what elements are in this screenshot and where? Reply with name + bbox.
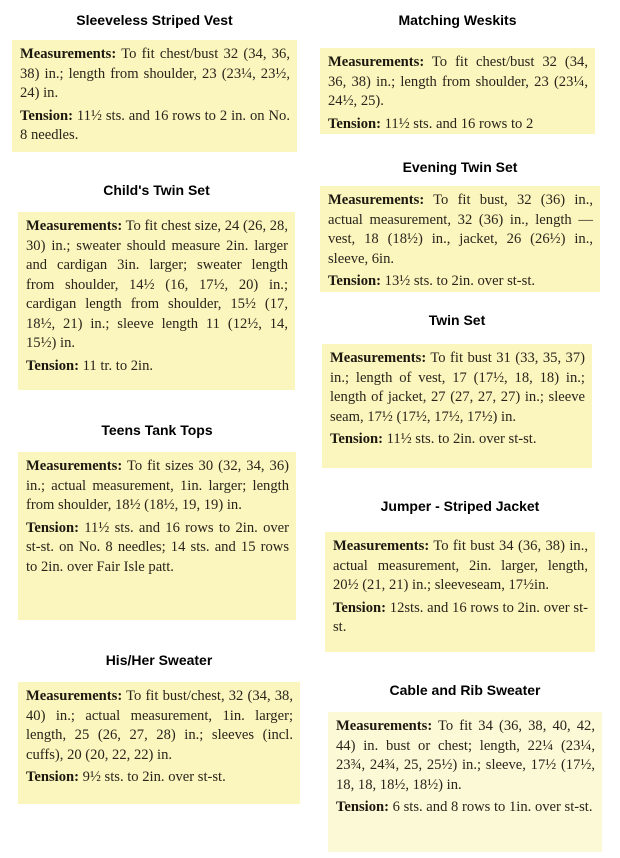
measurements-label: Measurements: [333, 538, 430, 554]
measurements-paragraph [26, 687, 293, 765]
tension-label: Tension: [328, 115, 381, 132]
pattern-title: Teens Tank Tops [101, 422, 213, 438]
measurements-paragraph [330, 349, 585, 427]
pattern-clipping [320, 48, 595, 134]
measurements-paragraph [26, 457, 289, 516]
measurements-label: Measurements: [328, 54, 425, 70]
pattern-title: Twin Set [428, 312, 486, 328]
measurements-text: To fit bust 31 (33, 35, 37) in.; length of vest, 17 (17½, 18, 18) in.; length of jacket, 27 (27, 27, 27) in.; sleeve seam, 17½ (17½, 17½, 17½) in. [330, 350, 585, 425]
tension-paragraph [333, 599, 588, 638]
tension-paragraph [26, 768, 293, 788]
tension-label: Tension: [336, 799, 389, 815]
pattern-clipping [328, 712, 602, 852]
tension-paragraph [336, 798, 595, 818]
pattern-clipping [320, 186, 600, 292]
measurements-text: To fit chest/bust 32 (34, 36, 38) in.; length from shoulder, 23 (23¼, 24½, 25). [328, 54, 588, 109]
pattern-clipping [18, 212, 295, 390]
measurements-label: Measurements: [336, 718, 433, 734]
pattern-clipping [325, 532, 595, 652]
tension-text: 11½ sts. and 16 rows to 2 [384, 115, 534, 132]
measurements-paragraph [20, 45, 290, 104]
tension-text: 13½ sts. to 2in. over st-st. [384, 273, 536, 289]
measurements-text: To fit bust, 32 (36) in., actual measurement, 32 (36) in., length — vest, 18 (18½) in., jacket, 26 (26½) in., sleeve, 6in. [328, 192, 593, 267]
tension-label: Tension: [333, 599, 386, 616]
pattern-title: Jumper - Striped Jacket [380, 498, 540, 514]
measurements-paragraph [333, 537, 588, 596]
pattern-clipping [18, 682, 300, 804]
tension-label: Tension: [26, 519, 79, 536]
tension-text: 11½ sts. and 16 rows to 2in. over st-st. on No. 8 needles; 14 sts. and 15 rows to 2in. over Fair Isle patt. [26, 519, 289, 575]
tension-label: Tension: [330, 431, 383, 447]
tension-paragraph [328, 115, 588, 135]
tension-paragraph [26, 357, 288, 377]
tension-text: 11 tr. to 2in. [82, 357, 154, 374]
pattern-title: His/Her Sweater [105, 652, 213, 668]
measurements-label: Measurements: [330, 350, 427, 366]
tension-text: 6 sts. and 8 rows to 1in. over st-st. [392, 799, 593, 815]
measurements-text: To fit bust/chest, 32 (34, 38, 40) in.; actual measurement, 1in. larger; length, 25 (26, 27, 28) in.; sleeves (incl. cuffs), 20 (20, 22, 22) in. [26, 688, 294, 763]
pattern-clipping [12, 40, 297, 152]
tension-paragraph [20, 107, 290, 146]
measurements-text: To fit sizes 30 (32, 34, 36) in.; actual measurement, 1in. larger; length from shoulder, 18½ (18½, 19, 19) in. [26, 458, 290, 513]
tension-paragraph [328, 272, 593, 292]
tension-label: Tension: [26, 769, 79, 785]
measurements-text: To fit chest size, 24 (26, 28, 30) in.; sweater should measure 2in. larger and cardigan 3in. larger; sweater length from shoulder, 14½ (16, 17½, 20) in.; cardigan length from shoulder, 15½ (17, 18½, 21) in.; sleeve length 11 (12½, 14, 15½) in. [26, 218, 288, 351]
pattern-title: Sleeveless Striped Vest [76, 12, 233, 28]
tension-label: Tension: [328, 273, 381, 289]
measurements-paragraph [26, 217, 288, 354]
measurements-label: Measurements: [20, 46, 117, 62]
pattern-title: Matching Weskits [398, 12, 517, 28]
tension-text: 11½ sts. to 2in. over st-st. [386, 431, 537, 447]
tension-paragraph [26, 519, 289, 578]
measurements-label: Measurements: [26, 458, 123, 474]
measurements-text: To fit 34 (36, 38, 40, 42, 44) in. bust or chest; length, 22¼ (23¼, 23¾, 24¾, 25, 25½) in.; sleeve, 17½ (17½, 18, 18, 18½, 18½) in. [336, 718, 595, 793]
measurements-paragraph [328, 191, 593, 269]
measurements-label: Measurements: [26, 688, 123, 704]
tension-text: 9½ sts. to 2in. over st-st. [82, 769, 226, 785]
measurements-paragraph [336, 717, 595, 795]
tension-text: 11½ sts. and 16 rows to 2 in. on No. 8 needles. [20, 107, 290, 143]
pattern-title: Cable and Rib Sweater [389, 682, 541, 698]
measurements-label: Measurements: [328, 192, 425, 208]
tension-label: Tension: [20, 107, 73, 124]
tension-text: 12sts. and 16 rows to 2in. over st-st. [333, 599, 588, 635]
measurements-text: To fit chest/bust 32 (34, 36, 38) in.; length from shoulder, 23 (23¼, 23½, 24) in. [20, 46, 290, 101]
pattern-clipping [18, 452, 296, 620]
measurements-label: Measurements: [26, 218, 123, 234]
tension-label: Tension: [26, 357, 79, 374]
pattern-title: Evening Twin Set [402, 159, 518, 175]
pattern-title: Child's Twin Set [103, 182, 210, 198]
measurements-paragraph [328, 53, 588, 112]
tension-paragraph [330, 430, 585, 450]
measurements-text: To fit bust 34 (36, 38) in., actual measurement, 2in. larger, length, 20½ (21, 21) in.; sleeveseam, 17½in. [333, 538, 588, 593]
pattern-clipping [322, 344, 592, 468]
